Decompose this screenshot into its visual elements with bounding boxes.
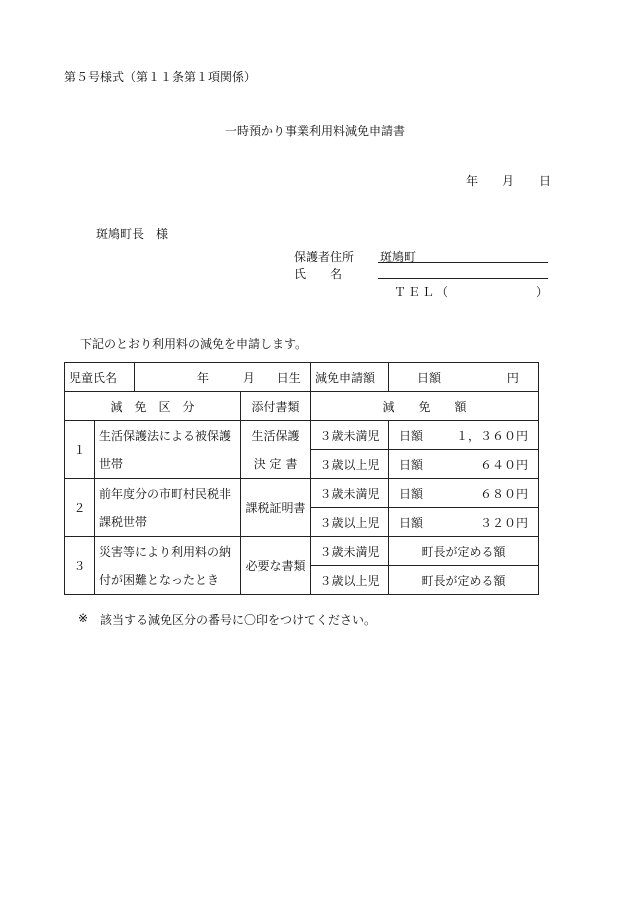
reduction-amount [389,508,539,537]
reduction-amount: 町長が定める額 [389,566,539,595]
table-row [65,479,539,508]
date-year: 年 [466,174,479,188]
header-amount: 減 免 額 [311,392,539,421]
form-number: 第５号様式（第１１条第１項関係） [64,70,257,84]
child-name-label: 児童氏名 [65,363,135,392]
description-line: 前年度分の市町村民税非 [99,486,232,501]
address-label: 保護者住所 [294,250,355,264]
address-underline [378,262,548,263]
required-document: 課税証明書 [241,479,311,537]
reduction-amount [389,479,539,508]
intro-text: 下記のとおり利用料の減免を申請します。 [80,337,308,351]
reduction-amount: 町長が定める額 [389,537,539,566]
name-field[interactable] [378,278,548,279]
daily-label: 日額 [399,428,424,443]
table-row [65,537,539,566]
description-line: 課税世帯 [99,514,148,529]
table-row [65,421,539,450]
category-number[interactable]: ２ [65,479,95,537]
category-description [95,479,241,537]
category-number[interactable]: １ [65,421,95,479]
request-amount-field[interactable] [389,363,539,392]
document-line: 生活保護 [251,428,300,443]
daily-label: 日額 [399,515,424,530]
reduction-amount [389,421,539,450]
description-line: 付が困難となったとき [99,572,220,587]
page-title: 一時預かり事業利用料減免申請書 [224,124,405,138]
document-line: 決 定 書 [253,456,298,471]
age-group: ３歳未満児 [311,537,389,566]
child-birthdate[interactable] [135,363,311,392]
request-daily-label: 日額 [417,370,442,385]
daily-label: 日額 [399,486,424,501]
application-table [64,362,539,595]
birth-year: 年 [197,370,210,385]
required-document [241,421,311,479]
header-documents: 添付書類 [241,392,311,421]
date-month: 月 [502,174,515,188]
request-yen-label: 円 [506,370,519,385]
category-description [95,537,241,595]
description-line: 生活保護法による被保護 [99,428,232,443]
birth-month: 月 [242,370,255,385]
child-row [65,363,539,392]
daily-label: 日額 [399,457,424,472]
header-row [65,392,539,421]
tel-close: ） [536,285,549,299]
date-day: 日 [539,174,552,188]
age-group: ３歳以上児 [311,450,389,479]
tel-label: ＴＥＬ（ [394,285,451,299]
note-text: 該当する減免区分の番号に〇印をつけてください。 [100,613,377,627]
amount-value: ３２０円 [480,515,529,530]
age-group: ３歳以上児 [311,508,389,537]
note-mark: ※ [78,611,89,625]
address-value[interactable]: 斑鳩町 [380,250,417,264]
header-category: 減 免 区 分 [65,392,241,421]
required-document: 必要な書類 [241,537,311,595]
name-label: 氏 名 [294,267,343,281]
birth-day: 日生 [276,370,301,385]
request-amount-label: 減免申請額 [311,363,389,392]
reduction-amount [389,450,539,479]
category-number[interactable]: ３ [65,537,95,595]
category-description [95,421,241,479]
addressee: 斑鳩町長 様 [96,227,169,241]
description-line: 災害等により利用料の納 [99,544,232,559]
amount-value: ６４０円 [480,457,529,472]
age-group: ３歳未満児 [311,421,389,450]
age-group: ３歳以上児 [311,566,389,595]
amount-value: １，３６０円 [456,428,529,443]
amount-value: ６８０円 [480,486,529,501]
age-group: ３歳未満児 [311,479,389,508]
description-line: 世帯 [99,456,124,471]
